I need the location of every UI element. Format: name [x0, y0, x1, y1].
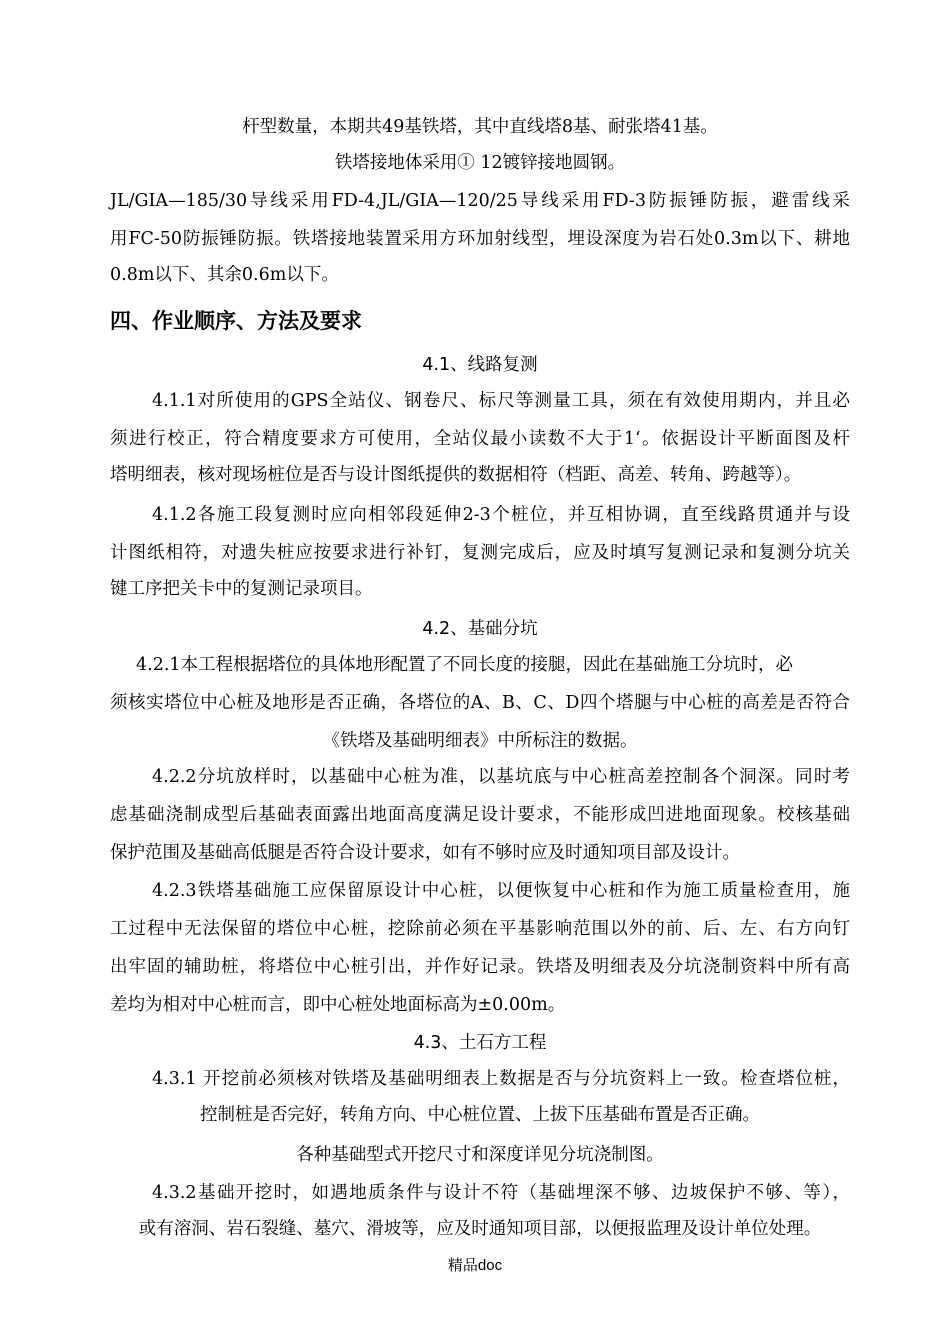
- paragraph-line: 塔明细表，核对现场桩位是否与设计图纸提供的数据相符（档距、高差、转角、跨越等）。: [110, 465, 802, 485]
- paragraph-line: 计图纸相符，对遗失桩应按要求进行补钉，复测完成后，应及时填写复测记录和复测分坑关: [110, 543, 850, 563]
- paragraph-line: 工过程中无法保留的塔位中心桩，挖除前必须在平基影响范围以外的前、后、左、右方向钉: [110, 919, 850, 939]
- paragraph-line: 键工序把关卡中的复测记录项目。: [110, 579, 373, 599]
- paragraph-line: 或有溶洞、岩石裂缝、墓穴、滑坡等，应及时通知项目部，以便报监理及设计单位处理。: [138, 1219, 822, 1239]
- paragraph-line: 须进行校正，符合精度要求方可使用，全站仪最小读数不大于1‘。依据设计平断面图及杆: [110, 429, 850, 449]
- subsection-heading: 4.3、土石方工程: [413, 1033, 547, 1053]
- paragraph-line: 用FC-50防振锤防振。铁塔接地装置采用方环加射线型，埋设深度为岩石处0.3m以下、耕地: [110, 229, 850, 249]
- paragraph-line: 虑基础浇制成型后基础表面露出地面高度满足设计要求，不能形成凹进地面现象。校核基础: [110, 805, 850, 825]
- paragraph-line: 4.2.3铁塔基础施工应保留原设计中心桩，以便恢复中心桩和作为施工质量检查用，施: [152, 881, 850, 901]
- paragraph-line: 须核实塔位中心桩及地形是否正确，各塔位的A、B、C、D四个塔腿与中心桩的高差是否符合: [110, 693, 850, 713]
- paragraph-line: 出牢固的辅助桩，将塔位中心桩引出，并作好记录。铁塔及明细表及分坑浇制资料中所有高: [110, 957, 850, 977]
- paragraph-line: 控制桩是否完好，转角方向、中心桩位置、上拔下压基础布置是否正确。: [200, 1105, 760, 1125]
- paragraph-line: 铁塔接地体采用① 12镀锌接地圆钢。: [334, 153, 626, 173]
- paragraph-line: 《铁塔及基础明细表》中所标注的数据。: [322, 731, 638, 751]
- paragraph-line: 4.2.1本工程根据塔位的具体地形配置了不同长度的接腿，因此在基础施工分坑时，必: [136, 655, 794, 675]
- paragraph-line: 4.3.2基础开挖时，如遇地质条件与设计不符（基础埋深不够、边坡保护不够、等），: [152, 1183, 850, 1203]
- paragraph-line: 保护范围及基础高低腿是否符合设计要求，如有不够时应及时通知项目部及设计。: [110, 843, 740, 863]
- subsection-heading: 4.1、线路复测: [422, 355, 538, 375]
- paragraph-line: JL/GIA—185/30导线采用FD-4,JL/GIA—120/25导线采用FD-3防振锤防振，避雷线采: [110, 191, 850, 211]
- paragraph-line: 各种基础型式开挖尺寸和深度详见分坑浇制图。: [296, 1145, 664, 1165]
- paragraph-line: 4.3.1 开挖前必须核对铁塔及基础明细表上数据是否与分坑资料上一致。检查塔位桩，: [152, 1069, 850, 1089]
- paragraph-line: 0.8m以下、其余0.6m以下。: [110, 265, 339, 285]
- paragraph-line: 4.1.1对所使用的GPS全站仪、钢卷尺、标尺等测量工具，须在有效使用期内，并且必: [152, 391, 850, 411]
- paragraph-line: 杆型数量，本期共49基铁塔，其中直线塔8基、耐张塔41基。: [242, 117, 718, 137]
- paragraph-line: 差均为相对中心桩而言，即中心桩处地面标高为±0.00m。: [110, 995, 566, 1015]
- paragraph-line: 4.1.2各施工段复测时应向相邻段延伸2-3个桩位，并互相协调，直至线路贯通并与设: [152, 505, 850, 525]
- paragraph-line: 4.2.2分坑放样时，以基础中心桩为准，以基坑底与中心桩高差控制各个洞深。同时考: [152, 767, 850, 787]
- page-footer: 精品doc: [447, 1257, 503, 1274]
- subsection-heading: 4.2、基础分坑: [422, 619, 538, 639]
- section-heading: 四、作业顺序、方法及要求: [110, 309, 362, 333]
